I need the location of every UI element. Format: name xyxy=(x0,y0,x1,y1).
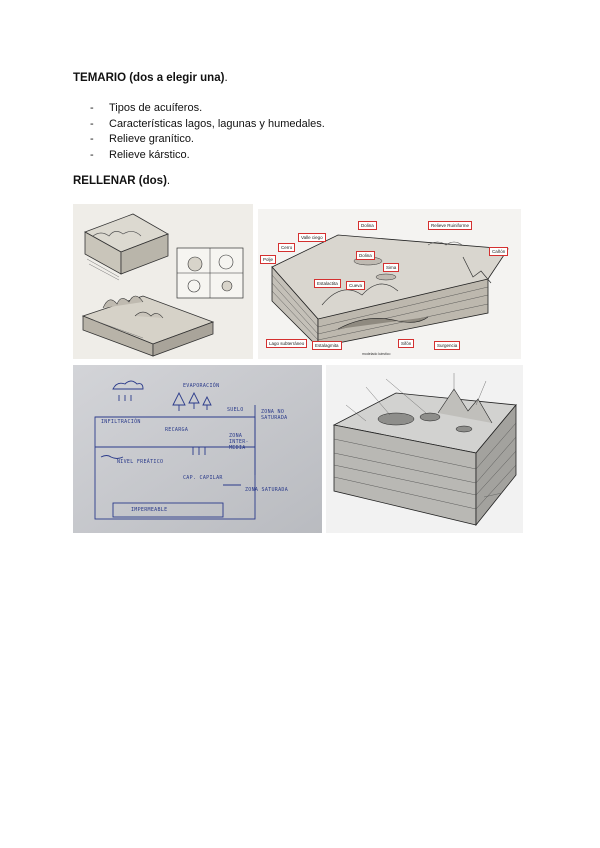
label-dolina-top: Dolina xyxy=(358,221,377,230)
karst-block-diagram xyxy=(258,209,521,359)
rellenar-heading xyxy=(73,175,170,187)
rellenar-title: RELLENAR (dos) xyxy=(73,175,167,187)
label-capilaridad: CAP. CAPILAR xyxy=(183,475,223,481)
label-sima: Sima xyxy=(383,263,399,272)
label-surgencia: Surgencia xyxy=(434,341,460,350)
granite-relief-image xyxy=(73,204,253,359)
label-suelo: SUELO xyxy=(227,407,244,413)
label-estalactita: Estalactita xyxy=(314,279,341,288)
karst-caption: modelado kárstico xyxy=(362,352,391,356)
label-cerro: Cerro xyxy=(278,243,295,252)
temario-heading xyxy=(73,72,228,84)
label-relieve-ruiniforme: Relieve Ruiniforme xyxy=(428,221,472,230)
list-item: - Tipos de acuíferos. xyxy=(90,101,325,117)
label-zona-saturada: ZONA SATURADA xyxy=(245,487,289,493)
label-polje: Polje xyxy=(260,255,276,264)
label-cueva: Cueva xyxy=(346,281,365,290)
label-zona-intermedia: ZONA INTER- MEDIA xyxy=(229,433,249,451)
label-estalagmita: Estalagmita xyxy=(312,341,342,350)
aquifer-sketch-drawing xyxy=(73,365,322,533)
aquifer-sketch-image xyxy=(73,365,322,533)
label-canon: Cañón xyxy=(489,247,508,256)
label-zona-no-saturada: ZONA NO SATURADA xyxy=(261,409,288,421)
label-lago-subterraneo: Lago subterráneo xyxy=(266,339,307,348)
temario-period: . xyxy=(224,72,228,84)
label-impermeable: IMPERMEABLE xyxy=(131,507,168,513)
label-recarga: RECARGA xyxy=(165,427,189,433)
label-infiltracion: INFILTRACIÓN xyxy=(101,419,141,425)
label-evaporacion: EVAPORACIÓN xyxy=(183,383,220,389)
lakes-wetlands-image xyxy=(326,365,523,533)
rellenar-period: . xyxy=(166,175,171,187)
label-valle-ciego: Valle ciego xyxy=(298,233,326,242)
temario-list xyxy=(90,101,325,163)
list-item: - Relieve granítico. xyxy=(90,132,325,148)
karst-relief-image xyxy=(258,209,521,359)
label-dolina-mid: Dolina xyxy=(356,251,375,260)
granite-relief-drawing xyxy=(73,204,253,359)
list-item: - Características lagos, lagunas y humedales. xyxy=(90,117,325,133)
temario-title: TEMARIO (dos a elegir una) xyxy=(73,72,225,84)
lakes-block-diagram xyxy=(326,365,523,533)
label-nivel-freatico: NIVEL FREÁTICO xyxy=(117,459,164,465)
label-sifon: Sifón xyxy=(398,339,414,348)
list-item: - Relieve kárstico. xyxy=(90,148,325,164)
